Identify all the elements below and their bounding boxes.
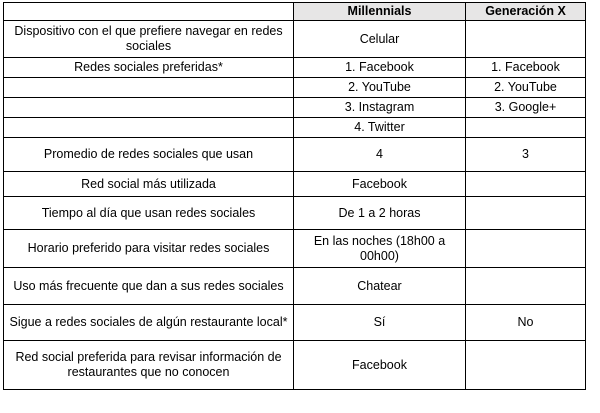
millennials-cell: Celular [294,21,466,58]
genx-cell [466,172,586,197]
genx-cell [466,230,586,268]
table-row [4,172,586,197]
millennials-cell: De 1 a 2 horas [294,197,466,230]
comparison-table [3,2,586,390]
millennials-cell: Facebook [294,172,466,197]
table-row [4,78,586,98]
millennials-cell: 1. Facebook [294,58,466,78]
millennials-cell: Sí [294,305,466,341]
table-row [4,268,586,305]
row-label: Sigue a redes sociales de algún restaurante local* [4,305,294,341]
row-label: Redes sociales preferidas* [4,58,294,78]
genx-cell [466,21,586,58]
row-label [4,78,294,98]
millennials-cell: 2. YouTube [294,78,466,98]
row-label: Horario preferido para visitar redes sociales [4,230,294,268]
millennials-cell: En las noches (18h00 a 00h00) [294,230,466,268]
genx-cell: 3. Google+ [466,98,586,118]
table-row [4,138,586,172]
millennials-cell: 3. Instagram [294,98,466,118]
row-label: Dispositivo con el que prefiere navegar en redes sociales [4,21,294,58]
table-row [4,98,586,118]
millennials-cell: Chatear [294,268,466,305]
genx-cell [466,197,586,230]
header-row [4,3,586,21]
header-millennials: Millennials [294,3,466,21]
table-row [4,230,586,268]
row-label [4,118,294,138]
table-row [4,197,586,230]
row-label: Tiempo al día que usan redes sociales [4,197,294,230]
genx-cell: 1. Facebook [466,58,586,78]
genx-cell: 3 [466,138,586,172]
millennials-cell: Facebook [294,341,466,390]
table-row [4,341,586,390]
genx-cell: 2. YouTube [466,78,586,98]
header-blank-cell [4,3,294,21]
row-label [4,98,294,118]
row-label: Uso más frecuente que dan a sus redes sociales [4,268,294,305]
header-generacion-x: Generación X [466,3,586,21]
genx-cell: No [466,305,586,341]
genx-cell [466,268,586,305]
row-label: Red social más utilizada [4,172,294,197]
genx-cell [466,118,586,138]
millennials-cell: 4. Twitter [294,118,466,138]
table-row [4,58,586,78]
genx-cell [466,341,586,390]
row-label: Red social preferida para revisar información de restaurantes que no conocen [4,341,294,390]
millennials-cell: 4 [294,138,466,172]
table-row [4,305,586,341]
row-label: Promedio de redes sociales que usan [4,138,294,172]
table-row [4,118,586,138]
table-row [4,21,586,58]
